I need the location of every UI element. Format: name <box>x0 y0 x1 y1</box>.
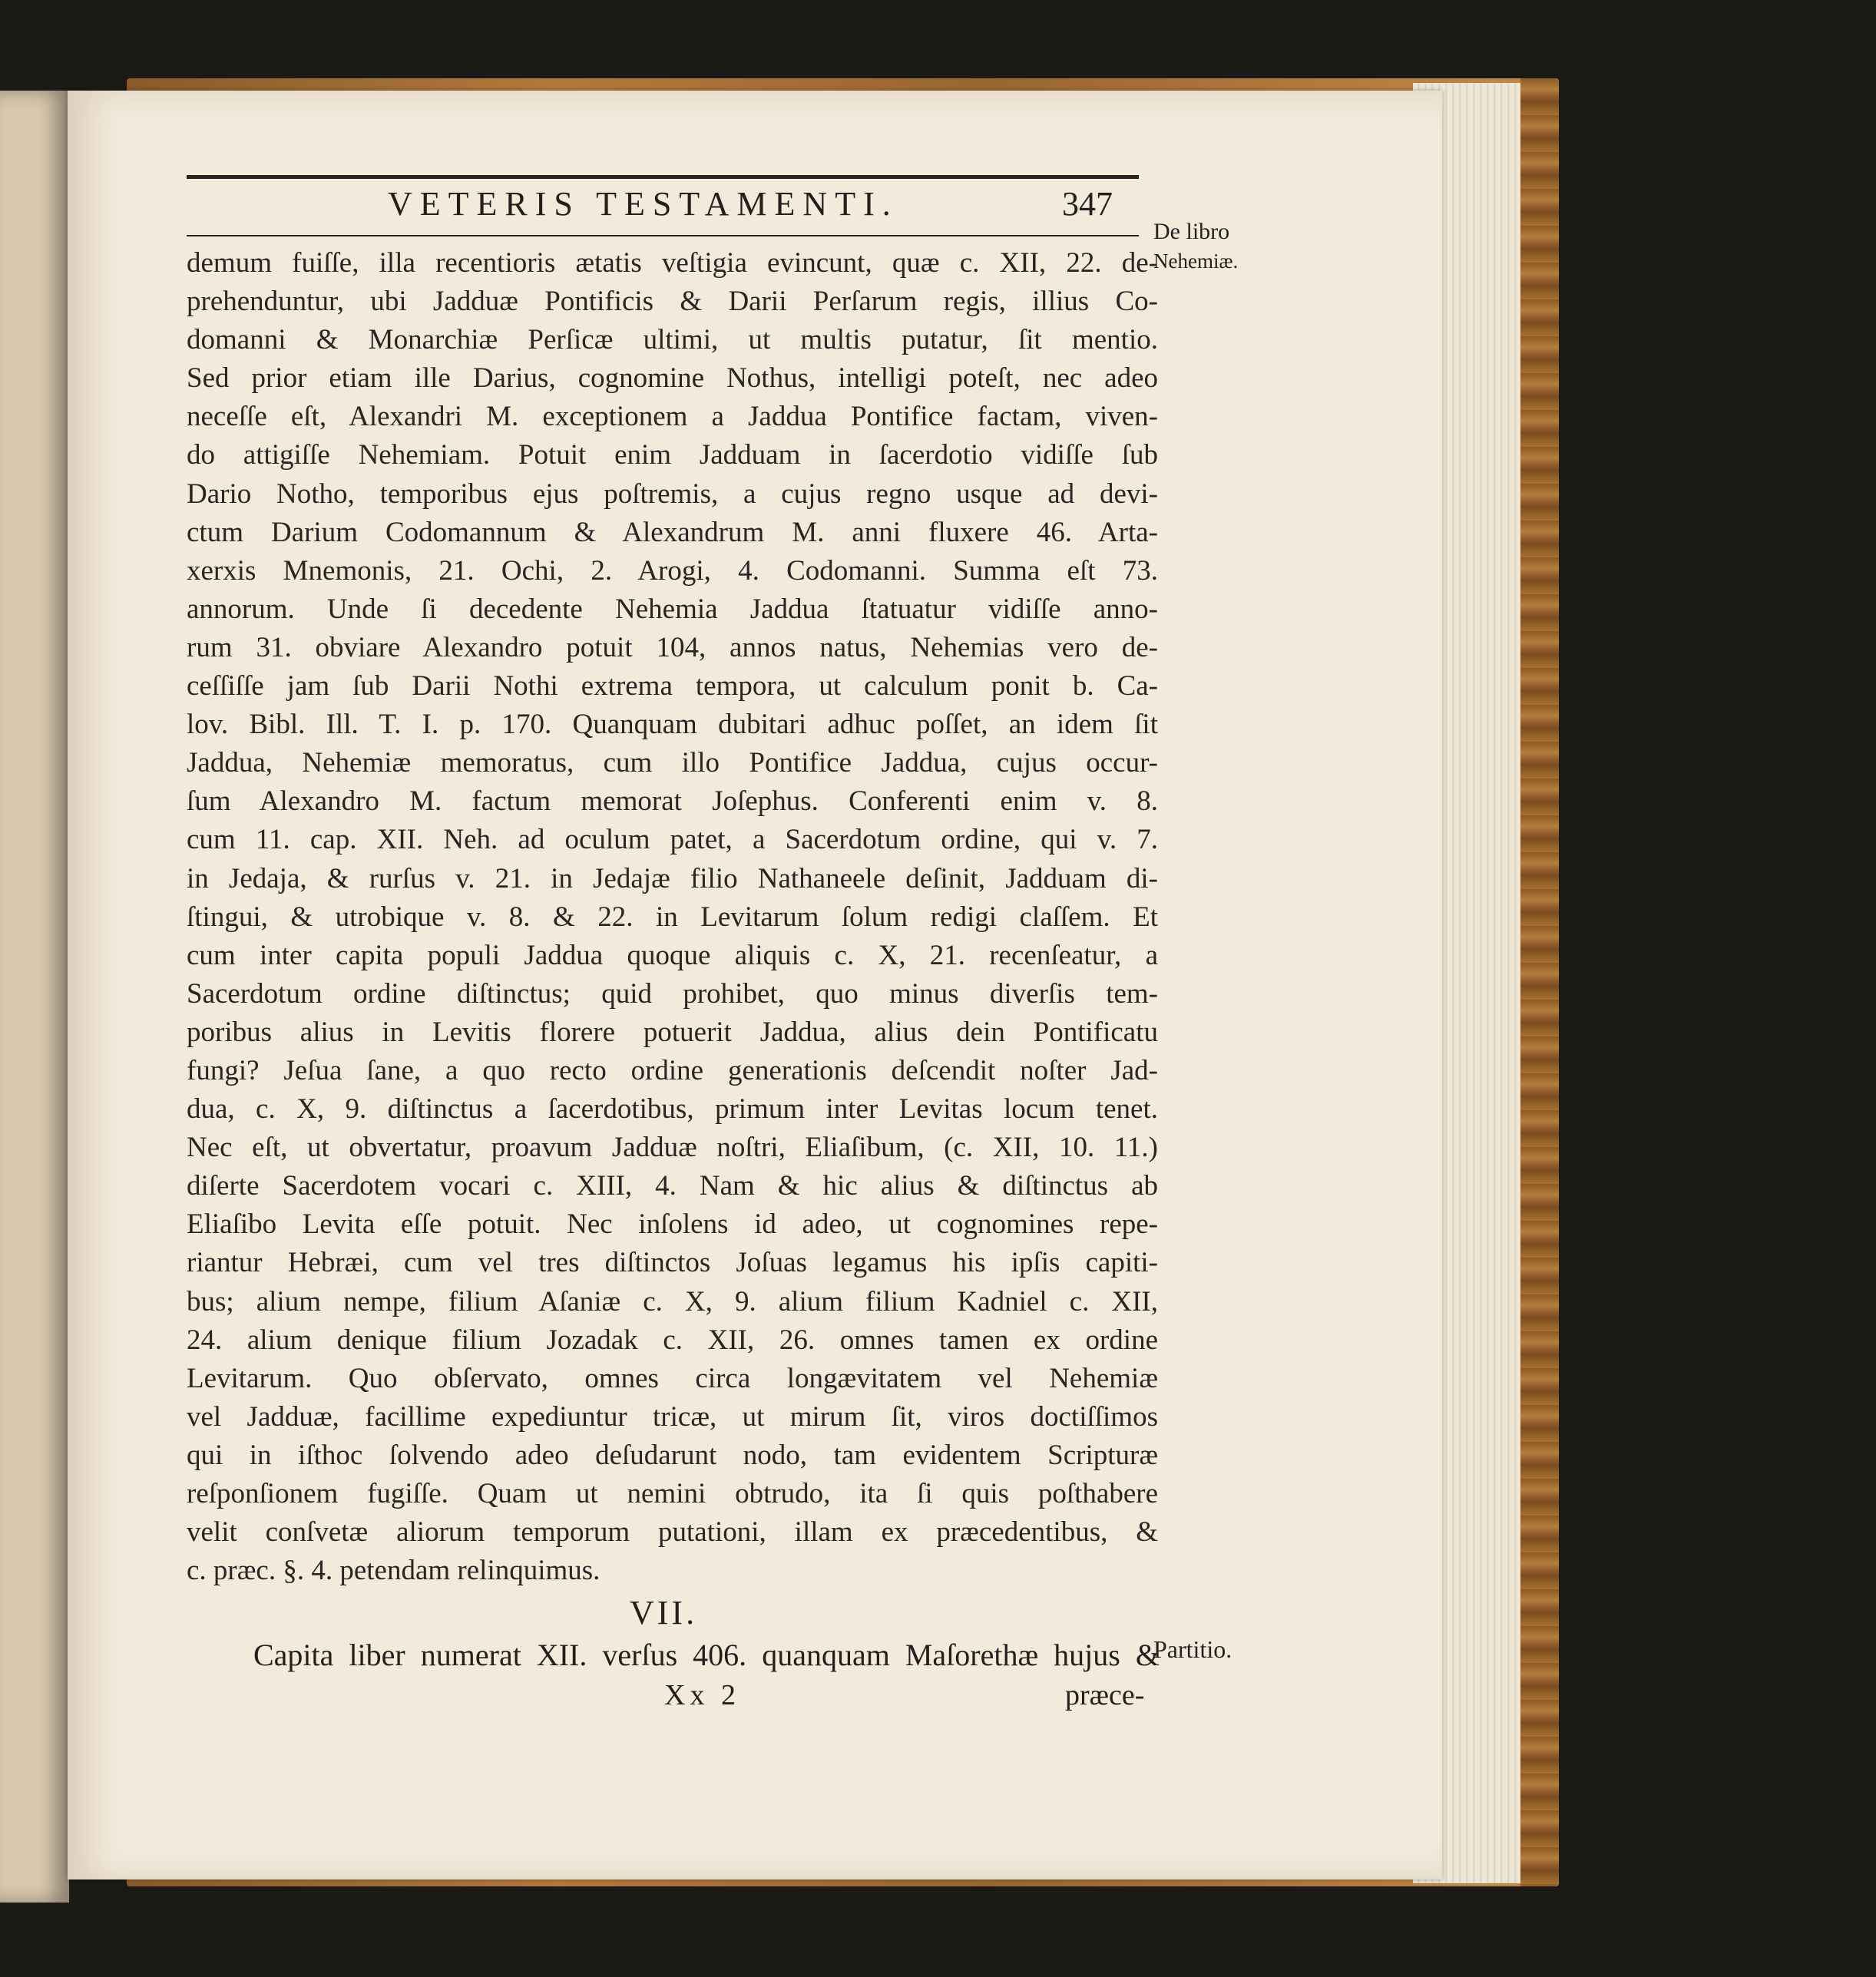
text-line: in Jedaja, & rurſus v. 21. in Jedajæ filio Nathaneele deſinit, Jadduam di- <box>187 862 1158 894</box>
text-line: reſponſionem fugiſſe. Quam ut nemini obtrudo, ita ſi quis poſthabere <box>187 1478 1158 1509</box>
text-line: vel Jadduæ, facillime expediuntur tricæ, ut mirum ſit, viros doctiſſimos <box>187 1400 1158 1433</box>
text-line: Nec eſt, ut obvertatur, proavum Jadduæ noſtri, Eliaſibum, (c. XII, 10. 11.) <box>187 1132 1158 1164</box>
text-line: domanni & Monarchiæ Perſicæ ultimi, ut multis putatur, ſit mentio. <box>187 324 1158 356</box>
page-number: 347 <box>1062 185 1113 223</box>
side-note-partitio: Partitio. <box>1153 1635 1232 1663</box>
text-line: do attigiſſe Nehemiam. Potuit enim Jadduam in ſacerdotio vidiſſe ſub <box>187 439 1158 471</box>
text-line: riantur Hebræi, cum vel tres diſtinctos Joſuas legamus his ipſis capiti- <box>187 1247 1158 1279</box>
signature-mark: Xx 2 <box>664 1679 740 1711</box>
text-line: ctum Darium Codomannum & Alexandrum M. anni fluxere 46. Arta- <box>187 516 1158 548</box>
text-line: Jaddua, Nehemiæ memoratus, cum illo Pontifice Jaddua, cujus occur- <box>187 747 1158 779</box>
text-line: ſtingui, & utrobique v. 8. & 22. in Levitarum ſolum redigi claſſem. Et <box>187 901 1158 933</box>
section-first-line: Capita liber numerat XII. verſus 406. quanquam Maſorethæ hujus & <box>253 1638 1160 1672</box>
text-line: annorum. Unde ſi decedente Nehemia Jaddua ſtatuatur vidiſſe anno- <box>187 593 1158 625</box>
catchword: præce- <box>1065 1679 1145 1711</box>
text-line: Sacerdotum ordine diſtinctus; quid prohibet, quo minus diverſis tem- <box>187 977 1158 1010</box>
facing-page-edge <box>0 91 69 1903</box>
body-text <box>187 244 1158 1590</box>
text-line: lov. Bibl. Ill. T. I. p. 170. Quanquam dubitari adhuc poſſet, an idem ſit <box>187 709 1158 741</box>
text-line: qui in iſthoc ſolvendo adeo deſudarunt nodo, tam evidentem Scripturæ <box>187 1439 1158 1471</box>
cover-edge <box>1520 78 1559 1886</box>
header-rule-top <box>187 175 1139 179</box>
text-line: Eliaſibo Levita eſſe potuit. Nec inſolens id adeo, ut cognomines repe- <box>187 1208 1158 1241</box>
text-line: xerxis Mnemonis, 21. Ochi, 2. Arogi, 4. Codomanni. Summa eſt 73. <box>187 554 1158 587</box>
text-line: poribus alius in Levitis florere potuerit Jaddua, alius dein Pontificatu <box>187 1016 1158 1048</box>
text-line: Dario Notho, temporibus ejus poſtremis, a cujus regno usque ad devi- <box>187 478 1158 510</box>
header-rule-bottom <box>187 235 1139 236</box>
text-line: cum 11. cap. XII. Neh. ad oculum patet, a Sacerdotum ordine, qui v. 7. <box>187 824 1158 856</box>
text-line: ſum Alexandro M. factum memorat Joſephus. Conferenti enim v. 8. <box>187 785 1158 818</box>
text-line: ceſſiſſe jam ſub Darii Nothi extrema tempora, ut calculum ponit b. Ca- <box>187 670 1158 703</box>
text-line: fungi? Jeſua ſane, a quo recto ordine generationis deſcendit noſter Jad- <box>187 1054 1158 1086</box>
section-number: VII. <box>630 1594 698 1632</box>
side-note-top-1: De libro <box>1153 219 1230 244</box>
text-line: Levitarum. Quo obſervato, omnes circa longævitatem vel Nehemiæ <box>187 1362 1158 1394</box>
text-line: bus; alium nempe, filium Aſaniæ c. X, 9. alium filium Kadniel c. XII, <box>187 1285 1158 1317</box>
text-line: c. præc. §. 4. petendam relinquimus. <box>187 1555 601 1587</box>
text-line: cum inter capita populi Jaddua quoque aliquis c. X, 21. recenſeatur, a <box>187 939 1158 971</box>
text-line: demum fuiſſe, illa recentioris ætatis veſtigia evincunt, quæ c. XII, 22. de- <box>187 247 1158 279</box>
text-line: dua, c. X, 9. diſtinctus a ſacerdotibus, primum inter Levitas locum tenet. <box>187 1093 1158 1126</box>
text-line: rum 31. obviare Alexandro potuit 104, annos natus, Nehemias vero de- <box>187 631 1158 663</box>
text-line: Sed prior etiam ille Darius, cognomine Nothus, intelligi poteſt, nec adeo <box>187 362 1158 395</box>
text-line: 24. alium denique filium Jozadak c. XII, 26. omnes tamen ex ordine <box>187 1324 1158 1356</box>
text-line: diſerte Sacerdotem vocari c. XIII, 4. Nam & hic alius & diſtinctus ab <box>187 1170 1158 1202</box>
running-title: VETERIS TESTAMENTI. <box>388 185 898 223</box>
text-line: neceſſe eſt, Alexandri M. exceptionem a Jaddua Pontifice factam, viven- <box>187 401 1158 433</box>
text-line: velit conſvetæ aliorum temporum putationi, illam ex præcedentibus, & <box>187 1516 1158 1549</box>
side-note-top-2: Nehemiæ. <box>1153 250 1239 273</box>
text-line: prehenduntur, ubi Jadduæ Pontificis & Darii Perſarum regis, illius Co- <box>187 286 1158 318</box>
